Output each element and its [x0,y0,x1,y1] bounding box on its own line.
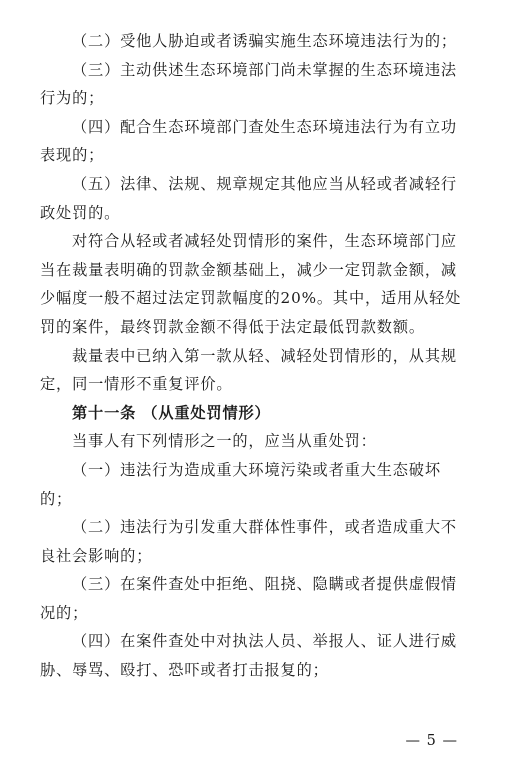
paragraph-aggravation-item-4: （四）在案件查处中对执法人员、举报人、证人进行威胁、辱骂、殴打、恐吓或者打击报复的； [40,632,457,680]
document-page [40,27,472,685]
paragraph-aggravation-item-2: （二）违法行为引发重大群体性事件，或者造成重大不良社会影响的； [40,518,457,565]
article-heading: 第十一条 （从重处罚情形） [72,403,271,422]
paragraph-body-mitigation: 对符合从轻或者减轻处罚情形的案件，生态环境部门应当在裁量表明确的罚款金额基础上，减少一定罚款金额，减少幅度一般不超过法定罚款幅度的20%。其中，适用从轻处罚的案件，最终罚款金额不得低于法定最低罚款数额。 [40,232,462,336]
paragraph-aggravation-item-1: （一）违法行为造成重大环境污染或者重大生态破坏的； [40,460,441,508]
paragraph-item-5: （五）法律、法规、规章规定其他应当从轻或者减轻行政处罚的。 [40,174,457,222]
paragraph-item-2: （二）受他人胁迫或者诱骗实施生态环境违法行为的； [72,32,457,50]
paragraph-body-aggravation-intro: 当事人有下列情形之一的，应当从重处罚： [72,432,377,451]
paragraph-body-no-double-count: 裁量表中已纳入第一款从轻、减轻处罚情形的，从其规定，同一情形不重复评价。 [40,346,457,394]
paragraph-item-3: （三）主动供述生态环境部门尚未掌握的生态环境违法行为的； [40,60,457,108]
page-number: — 5 — [405,733,458,749]
paragraph-aggravation-item-3: （三）在案件查处中拒绝、阻挠、隐瞒或者提供虚假情况的； [40,575,457,622]
paragraph-item-4: （四）配合生态环境部门查处生态环境违法行为有立功表现的； [40,117,457,165]
